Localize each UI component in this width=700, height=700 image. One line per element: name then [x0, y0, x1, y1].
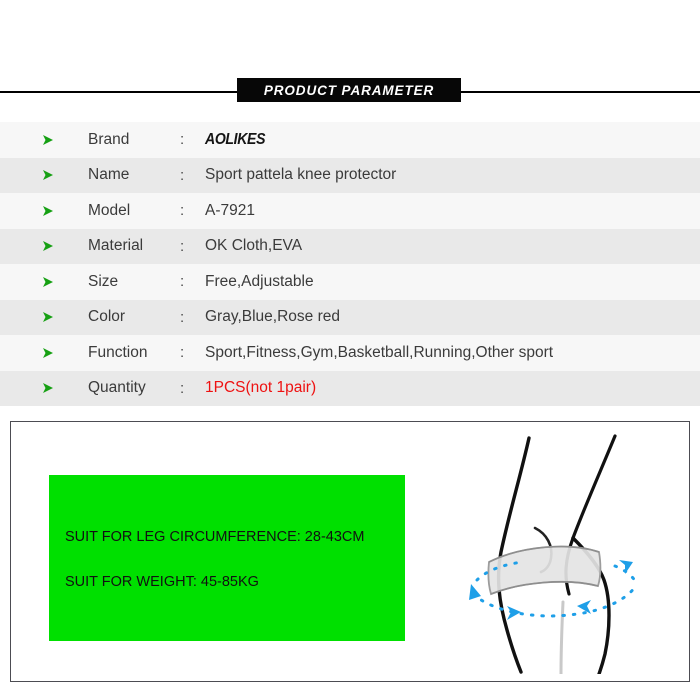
- param-colon: :: [180, 273, 185, 291]
- param-colon: :: [180, 202, 185, 220]
- sizing-green-box: [49, 475, 405, 641]
- param-colon: :: [180, 379, 185, 397]
- param-value-function: Sport,Fitness,Gym,Basketball,Running,Other sport: [205, 343, 554, 361]
- param-label-color: Color: [88, 308, 126, 326]
- green-arrow-icon: [41, 346, 55, 360]
- param-value-name: Sport pattela knee protector: [205, 166, 397, 184]
- green-arrow-icon: [41, 275, 55, 289]
- table-row: [0, 264, 700, 300]
- param-value-material: OK Cloth,EVA: [205, 237, 303, 255]
- leg-circumference-text: SUIT FOR LEG CIRCUMFERENCE: 28-43CM: [65, 529, 365, 545]
- param-colon: :: [180, 237, 185, 255]
- green-arrow-icon: [41, 168, 55, 182]
- knee-with-brace-illustration: [465, 434, 675, 674]
- param-value-quantity: 1PCS(not 1pair): [205, 379, 317, 397]
- param-colon: :: [180, 344, 185, 362]
- header-rule-right: [460, 91, 700, 93]
- param-label-material: Material: [88, 237, 144, 255]
- table-row: [0, 371, 700, 407]
- param-label-model: Model: [88, 201, 131, 219]
- param-value-color: Gray,Blue,Rose red: [205, 308, 340, 326]
- param-label-function: Function: [88, 343, 148, 361]
- weight-range-text: SUIT FOR WEIGHT: 45-85KG: [65, 574, 259, 590]
- sizing-info-panel: [10, 421, 690, 682]
- param-label-brand: Brand: [88, 130, 130, 148]
- param-colon: :: [180, 131, 185, 149]
- product-parameter-table: [0, 122, 700, 406]
- green-arrow-icon: [41, 239, 55, 253]
- green-arrow-icon: [41, 133, 55, 147]
- table-row: [0, 193, 700, 229]
- param-value-model: A-7921: [205, 201, 255, 219]
- green-arrow-icon: [41, 381, 55, 395]
- param-colon: :: [180, 308, 185, 326]
- table-row: [0, 158, 700, 194]
- param-label-quantity: Quantity: [88, 379, 146, 397]
- product-parameter-header: [0, 78, 700, 106]
- page-title: PRODUCT PARAMETER: [263, 82, 435, 98]
- param-colon: :: [180, 166, 185, 184]
- param-value-brand: AOLIKES: [205, 130, 266, 148]
- param-label-size: Size: [88, 272, 119, 290]
- param-value-size: Free,Adjustable: [205, 272, 314, 290]
- param-label-name: Name: [88, 166, 130, 184]
- table-row: [0, 335, 700, 371]
- table-row: [0, 122, 700, 158]
- table-row: [0, 229, 700, 265]
- header-banner-box: [237, 78, 461, 102]
- green-arrow-icon: [41, 310, 55, 324]
- green-arrow-icon: [41, 204, 55, 218]
- header-rule-left: [0, 91, 238, 93]
- table-row: [0, 300, 700, 336]
